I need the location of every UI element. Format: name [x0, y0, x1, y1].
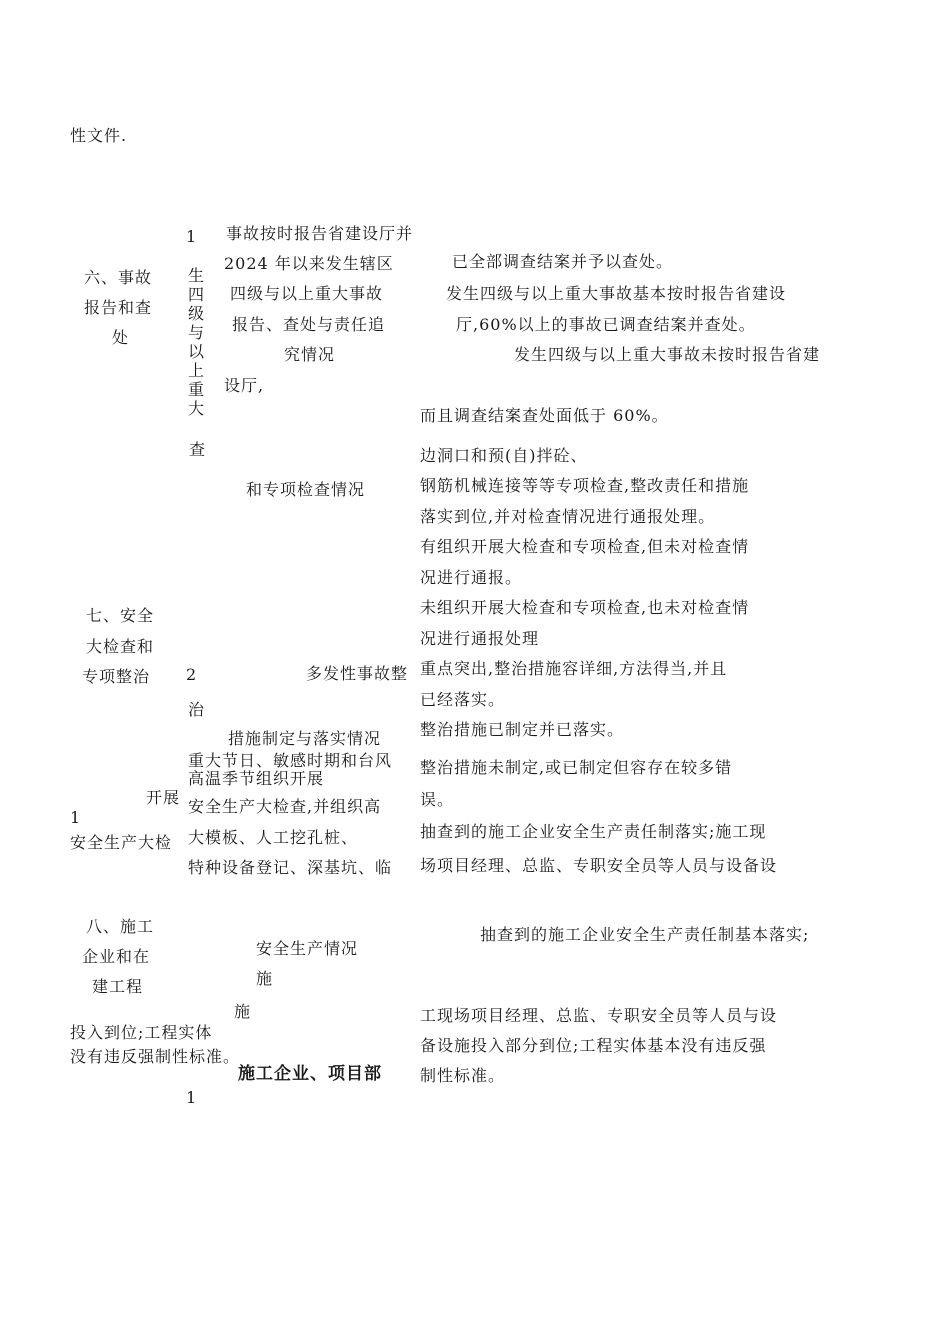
left-text-line: 投入到位;工程实体	[70, 1023, 213, 1042]
criteria-line: 备设施投入部分到位;工程实体基本没有违反强	[420, 1036, 767, 1055]
criteria-line: 误。	[420, 790, 455, 809]
criteria-line: 厅,60%以上的事故已调查结案并查处。	[456, 315, 756, 334]
criteria-line: 工现场项目经理、总监、专职安全员等人员与设	[420, 1006, 778, 1025]
criteria-line: 已全部调查结案并予以查处。	[452, 252, 674, 271]
section-label-line: 八、施工	[86, 917, 155, 936]
criteria-line: 况进行通报。	[420, 568, 523, 587]
vertical-item-title: 生四级与以上重大	[187, 266, 204, 418]
section-label-line: 处	[112, 328, 130, 347]
criteria-line: 已经落实。	[420, 690, 506, 709]
sub-item-title: 多发性事故整	[306, 664, 409, 683]
vertical-item-char: 查	[189, 440, 207, 459]
item-text-line: 重大节日、敏感时期和台风	[188, 751, 393, 770]
criteria-line: 抽查到的施工企业安全生产责任制落实;施工现	[420, 822, 767, 841]
item-text-line: 设厅,	[224, 376, 265, 395]
sub-item-char: 施	[256, 969, 274, 988]
criteria-line: 未组织开展大检查和专项检查,也未对检查情	[420, 598, 750, 617]
criteria-line: 有组织开展大检查和专项检查,但未对检查情	[420, 537, 750, 556]
criteria-line: 场项目经理、总监、专职安全员等人员与设备设	[420, 856, 778, 875]
item-number: 1	[70, 808, 82, 827]
item-number: 1	[186, 1088, 198, 1107]
criteria-line: 钢筋机械连接等等专项检查,整改责任和措施	[420, 476, 750, 495]
item-number: 2	[186, 665, 198, 684]
sub-item-title: 安全生产情况	[256, 939, 359, 958]
sub-item-title: 措施制定与落实情况	[228, 729, 382, 748]
bold-sub-label: 施工企业、项目部	[238, 1064, 382, 1084]
criteria-line: 整治措施未制定,或已制定但容存在较多错	[420, 758, 733, 777]
page-fragment-text: 性文件.	[70, 126, 128, 145]
criteria-line: 而且调查结案查处面低于 60%。	[420, 406, 669, 425]
sub-item-title: 安全生产大检	[70, 833, 173, 852]
left-text-line: 没有违反强制性标准。	[70, 1047, 241, 1066]
item-text-line: 大模板、人工挖孔桩、	[188, 828, 359, 847]
item-text-line: 报告、查处与责任追	[232, 315, 386, 334]
item-text-line: 四级与以上重大事故	[230, 284, 384, 303]
section-label-line: 七、安全	[86, 606, 155, 625]
criteria-line: 发生四级与以上重大事故基本按时报告省建设	[446, 284, 787, 303]
sub-item-char: 施	[234, 1002, 252, 1021]
section-label-line: 专项整治	[82, 667, 151, 686]
sub-item-char: 治	[188, 700, 206, 719]
section-label-line: 建工程	[92, 977, 144, 996]
criteria-line: 整治措施已制定并已落实。	[420, 720, 625, 739]
item-text-line: 特种设备登记、深基坑、临	[188, 858, 393, 877]
sub-item-title: 和专项检查情况	[246, 480, 366, 499]
criteria-line: 重点突出,整治措施容详细,方法得当,并且	[420, 659, 728, 678]
section-label-line: 报告和查	[84, 298, 153, 317]
sub-item-title: 开展	[146, 788, 181, 807]
criteria-line: 发生四级与以上重大事故未按时报告省建	[514, 345, 821, 364]
section-label-line: 大检查和	[86, 637, 155, 656]
section-label-line: 六、事故	[84, 268, 153, 287]
section-label-line: 企业和在	[82, 947, 151, 966]
item-text-line: 究情况	[284, 345, 336, 364]
criteria-line: 落实到位,并对检查情况进行通报处理。	[420, 507, 716, 526]
item-text-line: 高温季节组织开展	[188, 769, 325, 788]
item-text-line: 事故按时报告省建设厅并	[226, 224, 414, 243]
criteria-line: 况进行通报处理	[420, 629, 540, 648]
item-number: 1	[186, 227, 198, 246]
item-text-line: 安全生产大检查,并组织高	[188, 797, 382, 816]
criteria-line: 抽查到的施工企业安全生产责任制基本落实;	[480, 925, 810, 944]
criteria-line: 边洞口和预(自)拌砼、	[420, 446, 588, 465]
criteria-line: 制性标准。	[420, 1066, 506, 1085]
item-text-line: 2024 年以来发生辖区	[224, 254, 394, 273]
